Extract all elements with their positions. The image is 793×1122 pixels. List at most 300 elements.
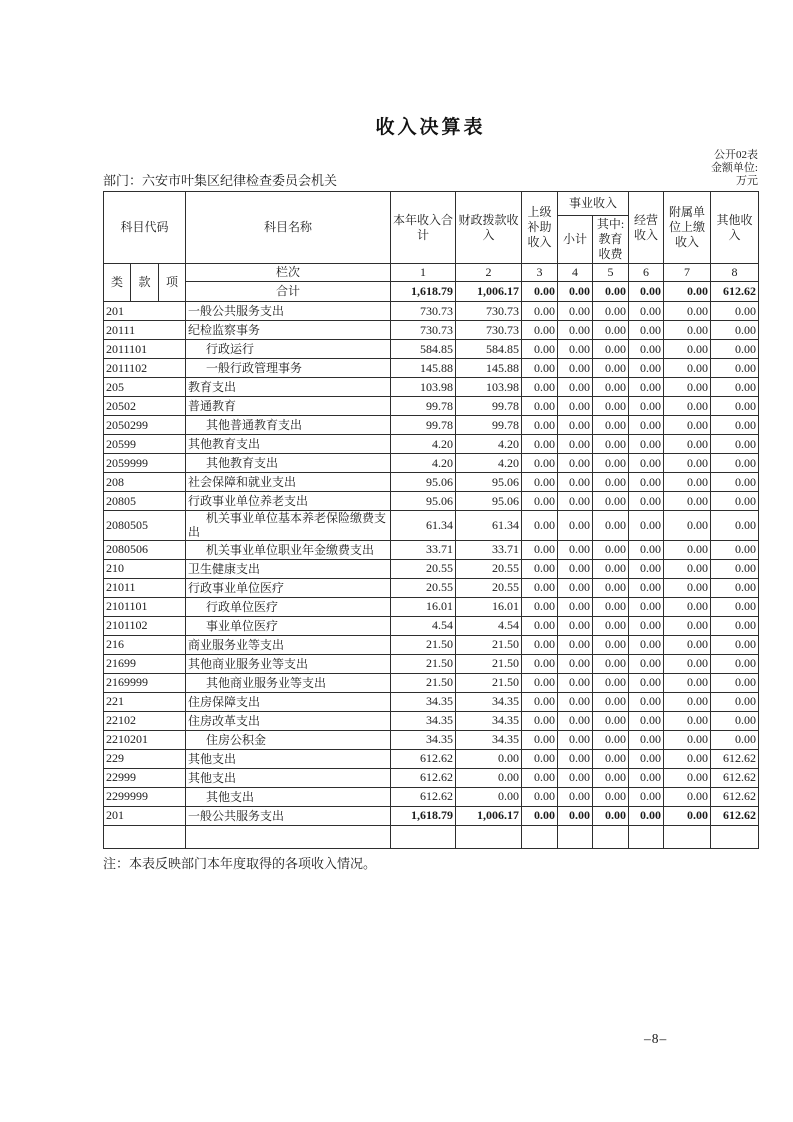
table-row: [104, 321, 759, 340]
cell-subject-code: 20805: [104, 492, 186, 511]
cell-subject-name: 一般行政管理事务: [186, 359, 391, 378]
cell-value: 103.98: [391, 378, 456, 397]
cell-value: 0.00: [593, 473, 629, 492]
cell-value: 0.00: [558, 559, 593, 578]
header-col-superior-subsidy: 上级补助收入: [522, 192, 558, 264]
cell-subject-name: 其他普通教育支出: [186, 416, 391, 435]
cell-value: 0.00: [558, 616, 593, 635]
cell-value: 0.00: [522, 559, 558, 578]
table-row: [104, 692, 759, 711]
header-code-kuan: 款: [131, 264, 159, 302]
cell-value: 0.00: [593, 454, 629, 473]
cell-value: 0.00: [629, 416, 664, 435]
cell-value: 0.00: [558, 302, 593, 321]
grand-total-value: 1,006.17: [456, 282, 522, 302]
cell-value: 34.35: [456, 692, 522, 711]
cell-value: 612.62: [391, 768, 456, 787]
cell-value: 0.00: [558, 397, 593, 416]
grand-total-value: 612.62: [711, 282, 759, 302]
cell-value: 4.20: [391, 454, 456, 473]
cell-value: 0.00: [522, 806, 558, 825]
cell-value: 0.00: [522, 435, 558, 454]
cell-value: 0.00: [629, 473, 664, 492]
cell-value: 0.00: [711, 692, 759, 711]
cell-value: 0.00: [664, 397, 711, 416]
grand-total-value: 0.00: [593, 282, 629, 302]
cell-value: 0.00: [593, 768, 629, 787]
cell-value: 0.00: [711, 435, 759, 454]
cell-value: 0.00: [664, 340, 711, 359]
table-row: [104, 768, 759, 787]
page-number: –8–: [644, 1031, 668, 1046]
cell-value: 95.06: [391, 473, 456, 492]
header-col-number: 7: [664, 264, 711, 282]
cell-value: 612.62: [391, 787, 456, 806]
cell-value: 0.00: [593, 578, 629, 597]
header-row-groups: [104, 192, 759, 216]
grand-total-value: 1,618.79: [391, 282, 456, 302]
document-sheet: [103, 0, 758, 872]
cell-value: 0.00: [664, 540, 711, 559]
cell-value: 0.00: [558, 416, 593, 435]
cell-value: 0.00: [522, 302, 558, 321]
cell-value: 0.00: [711, 416, 759, 435]
cell-value: 612.62: [711, 787, 759, 806]
cell-subject-name: 住房保障支出: [186, 692, 391, 711]
table-row: [104, 359, 759, 378]
cell-value: 0.00: [522, 359, 558, 378]
table-row: [104, 397, 759, 416]
table-row: [104, 616, 759, 635]
cell-subject-name: 教育支出: [186, 378, 391, 397]
cell-value: 0.00: [558, 492, 593, 511]
cell-value: 0.00: [522, 378, 558, 397]
cell-value: 21.50: [456, 673, 522, 692]
header-col-number: 5: [593, 264, 629, 282]
cell-value: 0.00: [522, 321, 558, 340]
cell-value: 0.00: [629, 578, 664, 597]
cell-value: 0.00: [629, 321, 664, 340]
cell-value: 0.00: [664, 511, 711, 541]
table-row: [104, 492, 759, 511]
cell-value: [593, 825, 629, 848]
header-col-fiscal: 财政拨款收入: [456, 192, 522, 264]
cell-subject-name: 普通教育: [186, 397, 391, 416]
cell-value: 0.00: [629, 340, 664, 359]
table-note: 注：本表反映部门本年度取得的各项收入情况。: [103, 855, 377, 871]
cell-subject-name: 其他支出: [186, 768, 391, 787]
cell-value: 0.00: [711, 397, 759, 416]
cell-subject-name: 其他教育支出: [186, 435, 391, 454]
cell-subject-name: 其他商业服务业等支出: [186, 673, 391, 692]
cell-value: [391, 825, 456, 848]
header-col-number: 3: [522, 264, 558, 282]
cell-subject-name: 住房公积金: [186, 730, 391, 749]
header-col-education-fees: 其中:教育收费: [593, 216, 629, 264]
cell-value: 730.73: [456, 321, 522, 340]
cell-value: 34.35: [456, 711, 522, 730]
cell-value: 0.00: [593, 616, 629, 635]
header-col-other: 其他收入: [711, 192, 759, 264]
cell-subject-code: 205: [104, 378, 186, 397]
cell-value: 0.00: [522, 578, 558, 597]
cell-value: 0.00: [522, 730, 558, 749]
cell-value: 0.00: [629, 540, 664, 559]
cell-value: 0.00: [629, 749, 664, 768]
cell-subject-code: 22999: [104, 768, 186, 787]
cell-value: 0.00: [711, 540, 759, 559]
cell-value: 34.35: [391, 711, 456, 730]
table-row: [104, 578, 759, 597]
cell-value: 0.00: [558, 711, 593, 730]
cell-value: 0.00: [558, 540, 593, 559]
table-row: [104, 730, 759, 749]
cell-value: 0.00: [558, 749, 593, 768]
cell-subject-name: 其他教育支出: [186, 454, 391, 473]
cell-value: 20.55: [456, 578, 522, 597]
cell-value: 612.62: [711, 749, 759, 768]
meta-unit-value: 万元: [736, 175, 758, 187]
cell-value: 0.00: [664, 787, 711, 806]
cell-value: 20.55: [391, 578, 456, 597]
cell-value: 0.00: [664, 768, 711, 787]
cell-value: [629, 825, 664, 848]
cell-value: 0.00: [711, 302, 759, 321]
cell-value: 0.00: [522, 397, 558, 416]
cell-value: 103.98: [456, 378, 522, 397]
cell-subject-code: 20599: [104, 435, 186, 454]
cell-value: 0.00: [711, 616, 759, 635]
cell-value: 34.35: [391, 730, 456, 749]
cell-value: 0.00: [593, 397, 629, 416]
cell-value: 0.00: [629, 711, 664, 730]
cell-value: 0.00: [558, 806, 593, 825]
cell-value: 0.00: [522, 616, 558, 635]
cell-value: 0.00: [593, 711, 629, 730]
cell-value: 0.00: [593, 511, 629, 541]
cell-value: 0.00: [593, 359, 629, 378]
cell-value: 0.00: [664, 435, 711, 454]
cell-value: 0.00: [558, 692, 593, 711]
cell-value: 20.55: [391, 559, 456, 578]
cell-value: 0.00: [522, 597, 558, 616]
grand-total-value: 0.00: [664, 282, 711, 302]
cell-value: 0.00: [593, 302, 629, 321]
cell-value: 0.00: [629, 397, 664, 416]
cell-value: 0.00: [558, 673, 593, 692]
cell-value: 0.00: [522, 673, 558, 692]
header-col-operating: 经营收入: [629, 192, 664, 264]
cell-subject-code: 210: [104, 559, 186, 578]
cell-value: 0.00: [664, 454, 711, 473]
cell-subject-name: 一般公共服务支出: [186, 806, 391, 825]
cell-value: 0.00: [664, 559, 711, 578]
table-row: [104, 787, 759, 806]
cell-value: 0.00: [711, 378, 759, 397]
cell-value: 0.00: [593, 692, 629, 711]
cell-value: 0.00: [558, 359, 593, 378]
table-body: [104, 302, 759, 849]
cell-subject-name: 机关事业单位基本养老保险缴费支出: [186, 511, 391, 541]
cell-value: 20.55: [456, 559, 522, 578]
cell-subject-code: 2080505: [104, 511, 186, 541]
cell-value: 21.50: [391, 654, 456, 673]
cell-value: 99.78: [456, 416, 522, 435]
table-row: [104, 597, 759, 616]
cell-subject-name: 社会保障和就业支出: [186, 473, 391, 492]
cell-value: 0.00: [456, 768, 522, 787]
cell-value: 145.88: [456, 359, 522, 378]
header-col-number: 6: [629, 264, 664, 282]
cell-value: 0.00: [593, 340, 629, 359]
cell-value: 0.00: [664, 578, 711, 597]
cell-value: 4.54: [456, 616, 522, 635]
table-row: [104, 511, 759, 541]
header-code-xiang: 项: [159, 264, 186, 302]
cell-value: [456, 825, 522, 848]
cell-value: 1,006.17: [456, 806, 522, 825]
cell-value: 0.00: [593, 378, 629, 397]
cell-value: 584.85: [456, 340, 522, 359]
cell-value: 0.00: [664, 302, 711, 321]
cell-value: 0.00: [629, 454, 664, 473]
cell-subject-name: [186, 825, 391, 848]
cell-value: 0.00: [664, 673, 711, 692]
cell-value: 730.73: [391, 302, 456, 321]
cell-value: 0.00: [456, 787, 522, 806]
cell-value: 61.34: [456, 511, 522, 541]
header-col-number: 2: [456, 264, 522, 282]
table-row: [104, 454, 759, 473]
cell-subject-name: 纪检监察事务: [186, 321, 391, 340]
cell-value: 21.50: [391, 673, 456, 692]
cell-value: 0.00: [629, 787, 664, 806]
cell-value: 0.00: [629, 378, 664, 397]
cell-value: 0.00: [522, 511, 558, 541]
table-row: [104, 806, 759, 825]
cell-value: 0.00: [664, 730, 711, 749]
cell-subject-code: 2299999: [104, 787, 186, 806]
cell-value: 0.00: [664, 635, 711, 654]
cell-value: 0.00: [664, 416, 711, 435]
cell-value: 145.88: [391, 359, 456, 378]
cell-subject-code: 201: [104, 806, 186, 825]
cell-value: 0.00: [629, 635, 664, 654]
cell-value: 0.00: [558, 435, 593, 454]
cell-value: 34.35: [391, 692, 456, 711]
cell-value: 4.20: [391, 435, 456, 454]
cell-subject-code: 2011102: [104, 359, 186, 378]
cell-subject-code: 201: [104, 302, 186, 321]
table-row: [104, 416, 759, 435]
cell-value: 0.00: [711, 340, 759, 359]
cell-value: 4.20: [456, 454, 522, 473]
grand-total-value: 0.00: [522, 282, 558, 302]
cell-subject-code: 21011: [104, 578, 186, 597]
grand-total-value: 0.00: [629, 282, 664, 302]
table-row: [104, 825, 759, 848]
cell-value: 0.00: [558, 768, 593, 787]
cell-value: 0.00: [522, 635, 558, 654]
table-row: [104, 711, 759, 730]
cell-value: 0.00: [593, 787, 629, 806]
cell-value: 61.34: [391, 511, 456, 541]
meta-block: [711, 149, 758, 188]
cell-value: 0.00: [711, 511, 759, 541]
cell-value: 612.62: [711, 768, 759, 787]
cell-value: 0.00: [593, 673, 629, 692]
cell-subject-name: 事业单位医疗: [186, 616, 391, 635]
cell-value: 0.00: [629, 673, 664, 692]
table-row: [104, 340, 759, 359]
cell-value: 95.06: [456, 473, 522, 492]
header-col-subtotal: 小计: [558, 216, 593, 264]
header-col-affiliated: 附属单位上缴收入: [664, 192, 711, 264]
cell-value: 34.35: [456, 730, 522, 749]
cell-value: 612.62: [391, 749, 456, 768]
cell-value: 4.20: [456, 435, 522, 454]
cell-value: [522, 825, 558, 848]
table-row: [104, 749, 759, 768]
table-row: [104, 473, 759, 492]
cell-value: 0.00: [593, 540, 629, 559]
cell-value: 0.00: [664, 806, 711, 825]
cell-value: 612.62: [711, 806, 759, 825]
table-row: [104, 540, 759, 559]
table-row: [104, 435, 759, 454]
cell-value: 0.00: [711, 321, 759, 340]
cell-value: 0.00: [664, 378, 711, 397]
cell-value: 0.00: [664, 654, 711, 673]
cell-subject-code: 2011101: [104, 340, 186, 359]
cell-value: 0.00: [664, 749, 711, 768]
grand-total-label: 合计: [186, 282, 391, 302]
cell-value: 0.00: [522, 540, 558, 559]
cell-subject-code: 2080506: [104, 540, 186, 559]
cell-value: 0.00: [711, 578, 759, 597]
cell-value: 0.00: [522, 654, 558, 673]
cell-value: 0.00: [711, 635, 759, 654]
cell-value: 0.00: [629, 597, 664, 616]
cell-value: 0.00: [711, 454, 759, 473]
cell-value: 0.00: [664, 711, 711, 730]
cell-subject-name: 其他商业服务业等支出: [186, 654, 391, 673]
cell-value: 0.00: [629, 692, 664, 711]
cell-value: 730.73: [391, 321, 456, 340]
header-business-income-group: 事业收入: [558, 192, 629, 216]
table-row: [104, 302, 759, 321]
cell-subject-code: 2050299: [104, 416, 186, 435]
table-row: [104, 559, 759, 578]
cell-value: 99.78: [391, 416, 456, 435]
cell-value: 0.00: [593, 635, 629, 654]
cell-value: 0.00: [629, 492, 664, 511]
cell-value: [664, 825, 711, 848]
page-title: 收入决算表: [375, 117, 486, 138]
department-line: 部门：六安市叶集区纪律检查委员会机关: [103, 173, 338, 188]
cell-value: 21.50: [456, 635, 522, 654]
grand-total-value: 0.00: [558, 282, 593, 302]
cell-value: 0.00: [711, 559, 759, 578]
cell-subject-code: 2169999: [104, 673, 186, 692]
cell-value: 0.00: [664, 492, 711, 511]
cell-value: 0.00: [593, 654, 629, 673]
cell-subject-code: 2101102: [104, 616, 186, 635]
cell-value: 0.00: [558, 378, 593, 397]
cell-subject-code: 2101101: [104, 597, 186, 616]
cell-value: 0.00: [593, 435, 629, 454]
cell-value: 0.00: [629, 511, 664, 541]
cell-value: 0.00: [593, 749, 629, 768]
cell-value: 0.00: [522, 768, 558, 787]
cell-value: 0.00: [558, 787, 593, 806]
cell-subject-code: 229: [104, 749, 186, 768]
cell-value: 0.00: [558, 454, 593, 473]
cell-value: 16.01: [456, 597, 522, 616]
cell-subject-name: 行政运行: [186, 340, 391, 359]
cell-value: 16.01: [391, 597, 456, 616]
cell-value: 0.00: [522, 340, 558, 359]
cell-value: 0.00: [593, 806, 629, 825]
cell-value: 0.00: [522, 711, 558, 730]
cell-value: 0.00: [558, 578, 593, 597]
meta-table-number: 公开02表: [714, 149, 758, 161]
cell-value: 0.00: [711, 654, 759, 673]
cell-value: 0.00: [711, 359, 759, 378]
cell-subject-code: 21699: [104, 654, 186, 673]
cell-value: 0.00: [711, 597, 759, 616]
cell-value: 730.73: [456, 302, 522, 321]
cell-value: 21.50: [456, 654, 522, 673]
cell-value: 0.00: [558, 321, 593, 340]
cell-value: 33.71: [456, 540, 522, 559]
cell-subject-code: 2210201: [104, 730, 186, 749]
cell-value: 0.00: [593, 416, 629, 435]
cell-value: 0.00: [629, 806, 664, 825]
cell-subject-name: 一般公共服务支出: [186, 302, 391, 321]
cell-subject-code: 22102: [104, 711, 186, 730]
cell-value: 584.85: [391, 340, 456, 359]
cell-value: 95.06: [391, 492, 456, 511]
cell-value: 95.06: [456, 492, 522, 511]
cell-subject-name: 其他支出: [186, 787, 391, 806]
cell-value: 0.00: [664, 473, 711, 492]
cell-value: 0.00: [664, 359, 711, 378]
cell-value: 0.00: [629, 435, 664, 454]
cell-value: 0.00: [629, 768, 664, 787]
cell-value: 0.00: [664, 616, 711, 635]
cell-value: 0.00: [522, 454, 558, 473]
cell-value: 0.00: [593, 559, 629, 578]
cell-subject-name: 机关事业单位职业年金缴费支出: [186, 540, 391, 559]
cell-value: 0.00: [629, 359, 664, 378]
cell-value: 99.78: [456, 397, 522, 416]
cell-subject-code: 20111: [104, 321, 186, 340]
cell-value: 0.00: [522, 416, 558, 435]
cell-value: 0.00: [711, 492, 759, 511]
cell-value: 0.00: [522, 492, 558, 511]
table-row: [104, 673, 759, 692]
cell-value: 0.00: [629, 616, 664, 635]
cell-value: [558, 825, 593, 848]
cell-value: 0.00: [522, 473, 558, 492]
cell-value: 21.50: [391, 635, 456, 654]
cell-value: 4.54: [391, 616, 456, 635]
cell-value: 0.00: [629, 559, 664, 578]
cell-value: 33.71: [391, 540, 456, 559]
header-col-number: 4: [558, 264, 593, 282]
header-row-column-numbers: [104, 264, 759, 282]
